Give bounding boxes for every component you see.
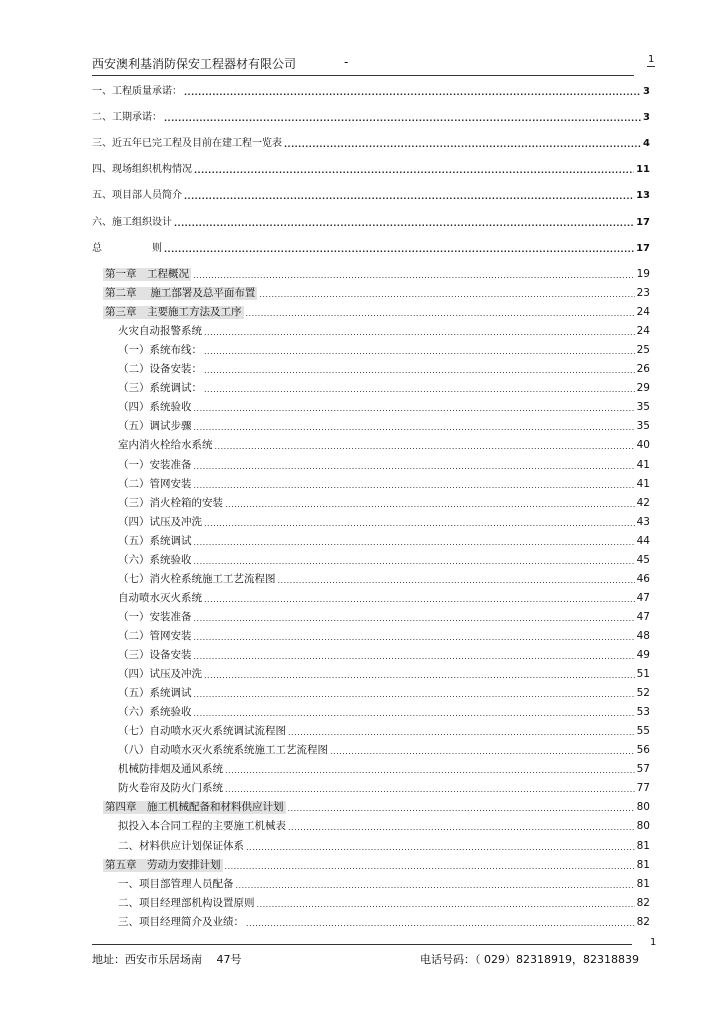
toc-entry-page: 55 — [636, 725, 650, 738]
toc-entry-page: 25 — [636, 344, 650, 357]
dot-leader — [284, 137, 641, 150]
toc-entry[interactable] — [92, 111, 650, 124]
toc-entry-title: 第二章 施工部署及总平面布置 — [105, 287, 256, 300]
toc-entry[interactable] — [118, 744, 650, 757]
dot-leader — [194, 706, 635, 719]
toc-entry[interactable] — [118, 687, 650, 700]
toc-entry[interactable] — [118, 382, 650, 395]
toc-entry-title: （一）安装准备 — [118, 458, 192, 471]
dot-leader — [194, 535, 635, 548]
dot-leader — [194, 420, 635, 433]
footer-divider — [92, 944, 632, 945]
toc-entry-title: （三）系统调试： — [118, 382, 202, 395]
toc-entry[interactable] — [118, 459, 650, 472]
footer-page-number: 1 — [650, 937, 657, 948]
dot-leader — [194, 630, 635, 643]
toc-entry-page: 42 — [636, 496, 650, 509]
toc-entry[interactable] — [92, 189, 650, 202]
toc-entry[interactable] — [118, 554, 650, 567]
dot-leader — [164, 242, 634, 255]
toc-entry-title: （二）管网安装 — [118, 477, 192, 490]
dot-leader — [194, 649, 635, 662]
toc-entry[interactable] — [118, 878, 650, 891]
dot-leader — [194, 163, 634, 176]
toc-entry-page: 4 — [643, 138, 650, 149]
toc-entry-page: 41 — [636, 477, 650, 490]
toc-entry-page: 51 — [636, 668, 650, 681]
dot-leader — [288, 801, 635, 814]
dot-leader — [278, 573, 635, 586]
toc-entry-title: （三）设备安装 — [118, 649, 192, 661]
toc-entry-page: 11 — [636, 164, 650, 175]
footer-address: 地址：西安市乐居场南 47号 — [92, 953, 242, 966]
toc-entry-title: 一、工程质量承诺： — [92, 86, 182, 97]
toc-entry-title: （七）自动喷水灭火系统调试流程图 — [118, 725, 286, 738]
toc-entry-page: 53 — [636, 706, 650, 719]
toc-entry[interactable] — [118, 516, 650, 529]
toc-entry-title: 第三章 主要施工方法及工序 — [105, 306, 242, 319]
toc-entry[interactable] — [92, 137, 650, 150]
toc-entry-title: 四、现场组织机构情况 — [92, 164, 192, 175]
toc-entry-page: 26 — [636, 363, 650, 376]
toc-entry-title: 二、材料供应计划保证体系 — [118, 839, 244, 852]
toc-entry-page: 24 — [636, 306, 650, 319]
toc-entry[interactable] — [118, 840, 650, 853]
toc-entry-page: 77 — [636, 782, 650, 795]
dot-leader — [194, 687, 635, 700]
toc-entry-title: 火灾自动报警系统 — [118, 325, 202, 338]
dot-leader — [164, 111, 641, 124]
toc-entry-page: 49 — [636, 649, 650, 661]
toc-entry-page: 13 — [636, 190, 650, 201]
toc-entry-title: （四）试压及冲洗 — [118, 515, 202, 528]
dot-leader — [204, 344, 635, 357]
toc-entry[interactable] — [118, 725, 650, 738]
toc-entry-title: （七）消火栓系统施工工艺流程图 — [118, 572, 276, 585]
toc-entry-page: 3 — [643, 112, 650, 123]
toc-entry[interactable] — [118, 897, 650, 910]
toc-entry-page: 35 — [636, 401, 650, 414]
toc-entry-page: 19 — [636, 268, 650, 280]
toc-entry[interactable] — [118, 763, 650, 776]
dot-leader — [204, 516, 635, 529]
toc-entry[interactable] — [118, 325, 650, 338]
toc-entry-title: 五、项目部人员简介 — [92, 190, 182, 201]
toc-entry-title: （八）自动喷水灭火系统系统施工工艺流程图 — [118, 744, 328, 757]
toc-entry-page: 17 — [636, 217, 650, 228]
toc-entry-page: 29 — [636, 382, 650, 395]
toc-entry[interactable] — [118, 668, 650, 681]
toc-entry-title: 机械防排烟及通风系统 — [118, 763, 223, 776]
dot-leader — [184, 189, 634, 202]
toc-entry-page: 82 — [636, 915, 650, 928]
dot-leader — [204, 325, 635, 338]
toc-entry-page: 47 — [636, 591, 650, 604]
toc-entry-title: 六、施工组织设计 — [92, 217, 172, 228]
toc-entry-page: 46 — [636, 572, 650, 585]
toc-entry-title: 第一章 工程概况 — [105, 268, 189, 280]
toc-entry[interactable] — [118, 649, 650, 662]
toc-entry[interactable] — [118, 706, 650, 719]
toc-entry-title: （三）消火栓箱的安装 — [118, 496, 223, 509]
dot-leader — [246, 916, 635, 929]
toc-entry-title: （五）调试步骤 — [118, 420, 192, 433]
toc-entry[interactable] — [103, 859, 650, 872]
toc-entry[interactable] — [92, 216, 650, 229]
toc-entry-title: （六）系统验收 — [118, 553, 192, 566]
toc-entry-page: 82 — [636, 896, 650, 909]
header-dash: - — [344, 55, 349, 69]
toc-entry[interactable] — [118, 401, 650, 414]
dot-leader — [174, 216, 634, 229]
toc-entry[interactable] — [92, 85, 650, 98]
header-page-number: 1 — [648, 54, 655, 65]
toc-entry[interactable] — [118, 782, 650, 795]
toc-entry-title: （五）系统调试 — [118, 687, 192, 700]
dot-leader — [204, 382, 635, 395]
toc-entry-page: 41 — [636, 458, 650, 471]
toc-entry[interactable] — [118, 478, 650, 491]
toc-entry-title: （四）系统验收 — [118, 401, 192, 414]
toc-entry[interactable] — [118, 497, 650, 510]
company-name: 西安澳利基消防保安工程器材有限公司 — [92, 57, 297, 71]
toc-entry[interactable] — [118, 592, 650, 605]
toc-entry[interactable] — [118, 820, 650, 833]
toc-entry[interactable] — [118, 916, 650, 929]
toc-entry[interactable] — [118, 611, 650, 624]
toc-entry[interactable] — [103, 268, 650, 281]
toc-entry[interactable] — [103, 287, 650, 300]
dot-leader — [204, 668, 635, 681]
dot-leader — [259, 287, 634, 300]
toc-entry-page: 80 — [636, 820, 650, 833]
dot-leader — [246, 840, 635, 853]
toc-entry[interactable] — [92, 242, 650, 255]
dot-leader — [194, 554, 635, 567]
dot-leader — [204, 592, 635, 605]
toc-entry-page: 57 — [636, 763, 650, 776]
toc-entry-title: 二、工期承诺： — [92, 112, 162, 123]
dot-leader — [246, 306, 635, 319]
toc-entry-title: 拟投入本合同工程的主要施工机械表 — [118, 820, 286, 833]
toc-entry-page: 81 — [636, 858, 650, 871]
toc-entry-title: 第五章 劳动力安排计划 — [105, 858, 221, 871]
toc-entry-title: （四）试压及冲洗 — [118, 668, 202, 681]
toc-entry[interactable] — [118, 439, 650, 452]
dot-leader — [288, 820, 635, 833]
dot-leader — [257, 897, 635, 910]
dot-leader — [194, 611, 635, 624]
toc-entry-page: 81 — [636, 839, 650, 852]
dot-leader — [194, 459, 635, 472]
toc-entry[interactable] — [92, 163, 650, 176]
toc-entry-title: （一）安装准备 — [118, 610, 192, 623]
toc-entry-title: 一、项目部管理人员配备 — [118, 877, 234, 890]
toc-entry[interactable] — [103, 306, 650, 319]
toc-entry-title: （六）系统验收 — [118, 706, 192, 719]
dot-leader — [215, 439, 635, 452]
toc-entry-page: 40 — [636, 439, 650, 452]
dot-leader — [330, 744, 635, 757]
toc-entry-title: 总 则 — [92, 243, 162, 254]
dot-leader — [193, 268, 635, 281]
toc-entry-page: 3 — [643, 86, 650, 97]
toc-entry-page: 81 — [636, 877, 650, 890]
toc-entry-page: 24 — [636, 325, 650, 338]
dot-leader — [194, 401, 635, 414]
toc-entry-title: 二、项目经理部机构设置原则 — [118, 896, 255, 909]
toc-entry[interactable] — [118, 363, 650, 376]
dot-leader — [184, 85, 641, 98]
toc-entry-page: 23 — [636, 287, 650, 300]
toc-entry-page: 56 — [636, 744, 650, 757]
toc-entry-title: （二）设备安装： — [118, 363, 202, 376]
dot-leader — [225, 859, 635, 872]
toc-entry-title: （二）管网安装 — [118, 629, 192, 642]
toc-entry-page: 35 — [636, 420, 650, 433]
toc-entry-page: 52 — [636, 687, 650, 700]
toc-entry-title: （一）系统布线： — [118, 344, 202, 357]
toc-entry[interactable] — [118, 630, 650, 643]
toc-entry-page: 48 — [636, 629, 650, 642]
toc-entry-title: 自动喷水灭火系统 — [118, 591, 202, 604]
toc-entry-title: 三、项目经理简介及业绩： — [118, 915, 244, 928]
toc-entry-page: 43 — [636, 515, 650, 528]
toc-entry[interactable] — [118, 344, 650, 357]
footer-phone: 电话号码：（ 029）82318919，82318839 — [420, 953, 639, 966]
dot-leader — [288, 725, 635, 738]
toc-entry[interactable] — [118, 420, 650, 433]
toc-entry-title: 第四章 施工机械配备和材料供应计划 — [105, 801, 284, 814]
toc-entry-page: 17 — [636, 243, 650, 254]
toc-entry-title: 室内消火栓给水系统 — [118, 439, 213, 452]
dot-leader — [225, 497, 635, 510]
dot-leader — [204, 363, 635, 376]
dot-leader — [236, 878, 635, 891]
toc-entry-page: 45 — [636, 553, 650, 566]
toc-entry-title: 三、近五年已完工程及目前在建工程一览表 — [92, 138, 282, 149]
dot-leader — [194, 478, 635, 491]
toc-entry-page: 80 — [636, 801, 650, 814]
toc-entry-page: 47 — [636, 610, 650, 623]
toc-entry[interactable] — [118, 535, 650, 548]
dot-leader — [225, 782, 635, 795]
toc-entry[interactable] — [118, 573, 650, 586]
dot-leader — [225, 763, 635, 776]
toc-entry-title: 防火卷帘及防火门系统 — [118, 782, 223, 795]
toc-entry-page: 44 — [636, 534, 650, 547]
toc-entry[interactable] — [103, 801, 650, 814]
toc-entry-title: （五）系统调试 — [118, 534, 192, 547]
